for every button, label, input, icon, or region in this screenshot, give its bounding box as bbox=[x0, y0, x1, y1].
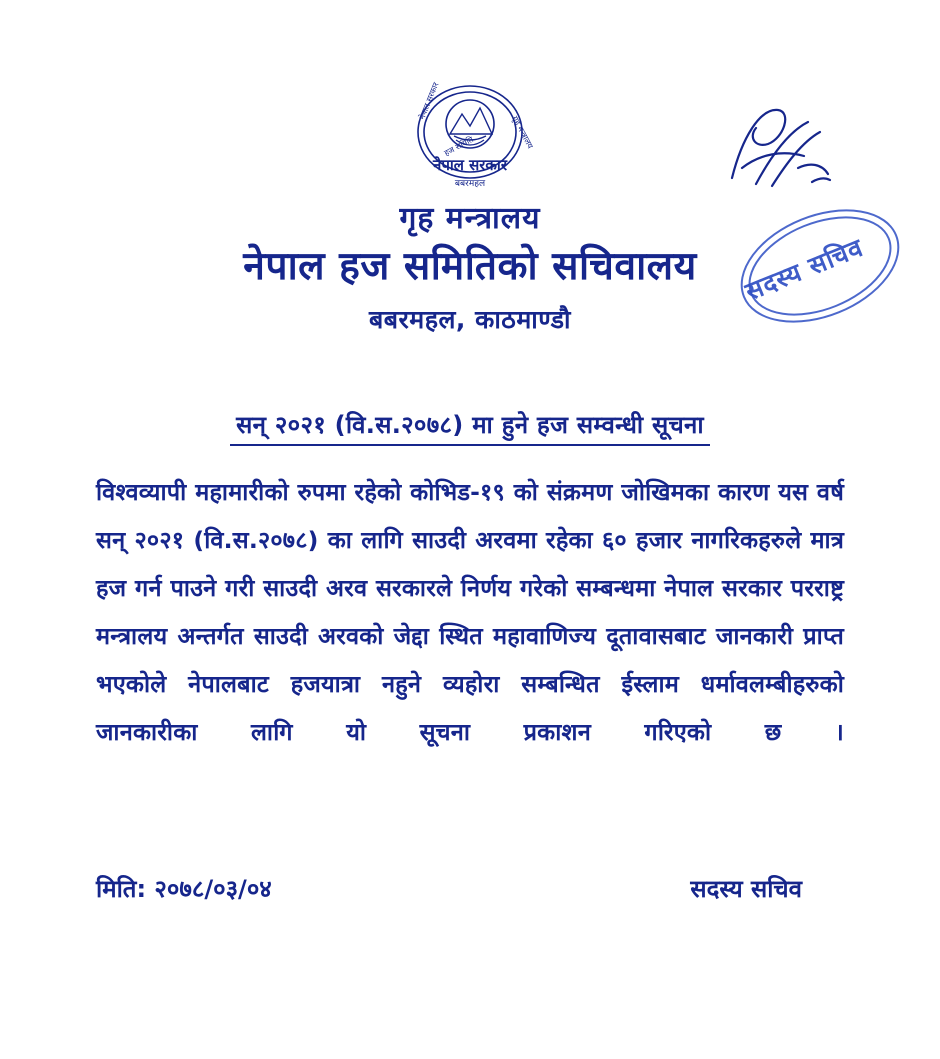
notice-body: विश्वव्यापी महामारीको रुपमा रहेको कोभिड-१९ को संक्रमण जोखिमका कारण यस वर्ष सन् २०२१ (वि.स.२०७८) का लागि साउदी अरवमा रहेका ६० हजार नागरिकहरुले मात्र हज गर्न पाउने गरी साउदी अरव सरकारले निर्णय गरेको सम्बन्धमा नेपाल सरकार परराष्ट्र मन्त्रालय अन्तर्गत साउदी अरवको जेद्दा स्थित महावाणिज्य दूतावासबाट जानकारी प्राप्त भएकोले नेपालबाट हजयात्रा नहुने व्यहोरा सम्बन्धित ईस्लाम धर्मावलम्बीहरुको जानकारीका लागि यो सूचना प्रकाशन गरिएको छ । bbox=[96, 478, 844, 746]
document-footer bbox=[96, 872, 844, 905]
svg-text:बबरमहल: बबरमहल bbox=[454, 179, 486, 189]
letterhead bbox=[0, 200, 940, 336]
handwritten-signature-icon bbox=[712, 98, 842, 203]
subject-container bbox=[0, 408, 940, 446]
notice-date: मिति: २०७८/०३/०४ bbox=[96, 875, 272, 903]
svg-text:गृह मन्त्रालय: गृह मन्त्रालय bbox=[510, 114, 535, 151]
office-name: नेपाल हज समितिको सचिवालय bbox=[243, 243, 697, 289]
office-address: बबरमहल, काठमाण्डौ bbox=[368, 305, 571, 335]
ministry-name: गृह मन्त्रालय bbox=[399, 201, 541, 236]
notice-subject: सन् २०२१ (वि.स.२०७८) मा हुने हज सम्वन्धी सूचना bbox=[230, 408, 710, 446]
stamp-label: सदस्य सचिव bbox=[741, 232, 868, 307]
svg-text:नेपाल सरकार: नेपाल सरकार bbox=[417, 81, 441, 121]
signatory-title: सदस्य सचिव bbox=[690, 875, 802, 903]
svg-text:हज समिति: हज समिति bbox=[442, 134, 475, 158]
nepal-government-emblem-icon bbox=[386, 78, 554, 196]
svg-text:नेपाल सरकार: नेपाल सरकार bbox=[433, 156, 507, 174]
